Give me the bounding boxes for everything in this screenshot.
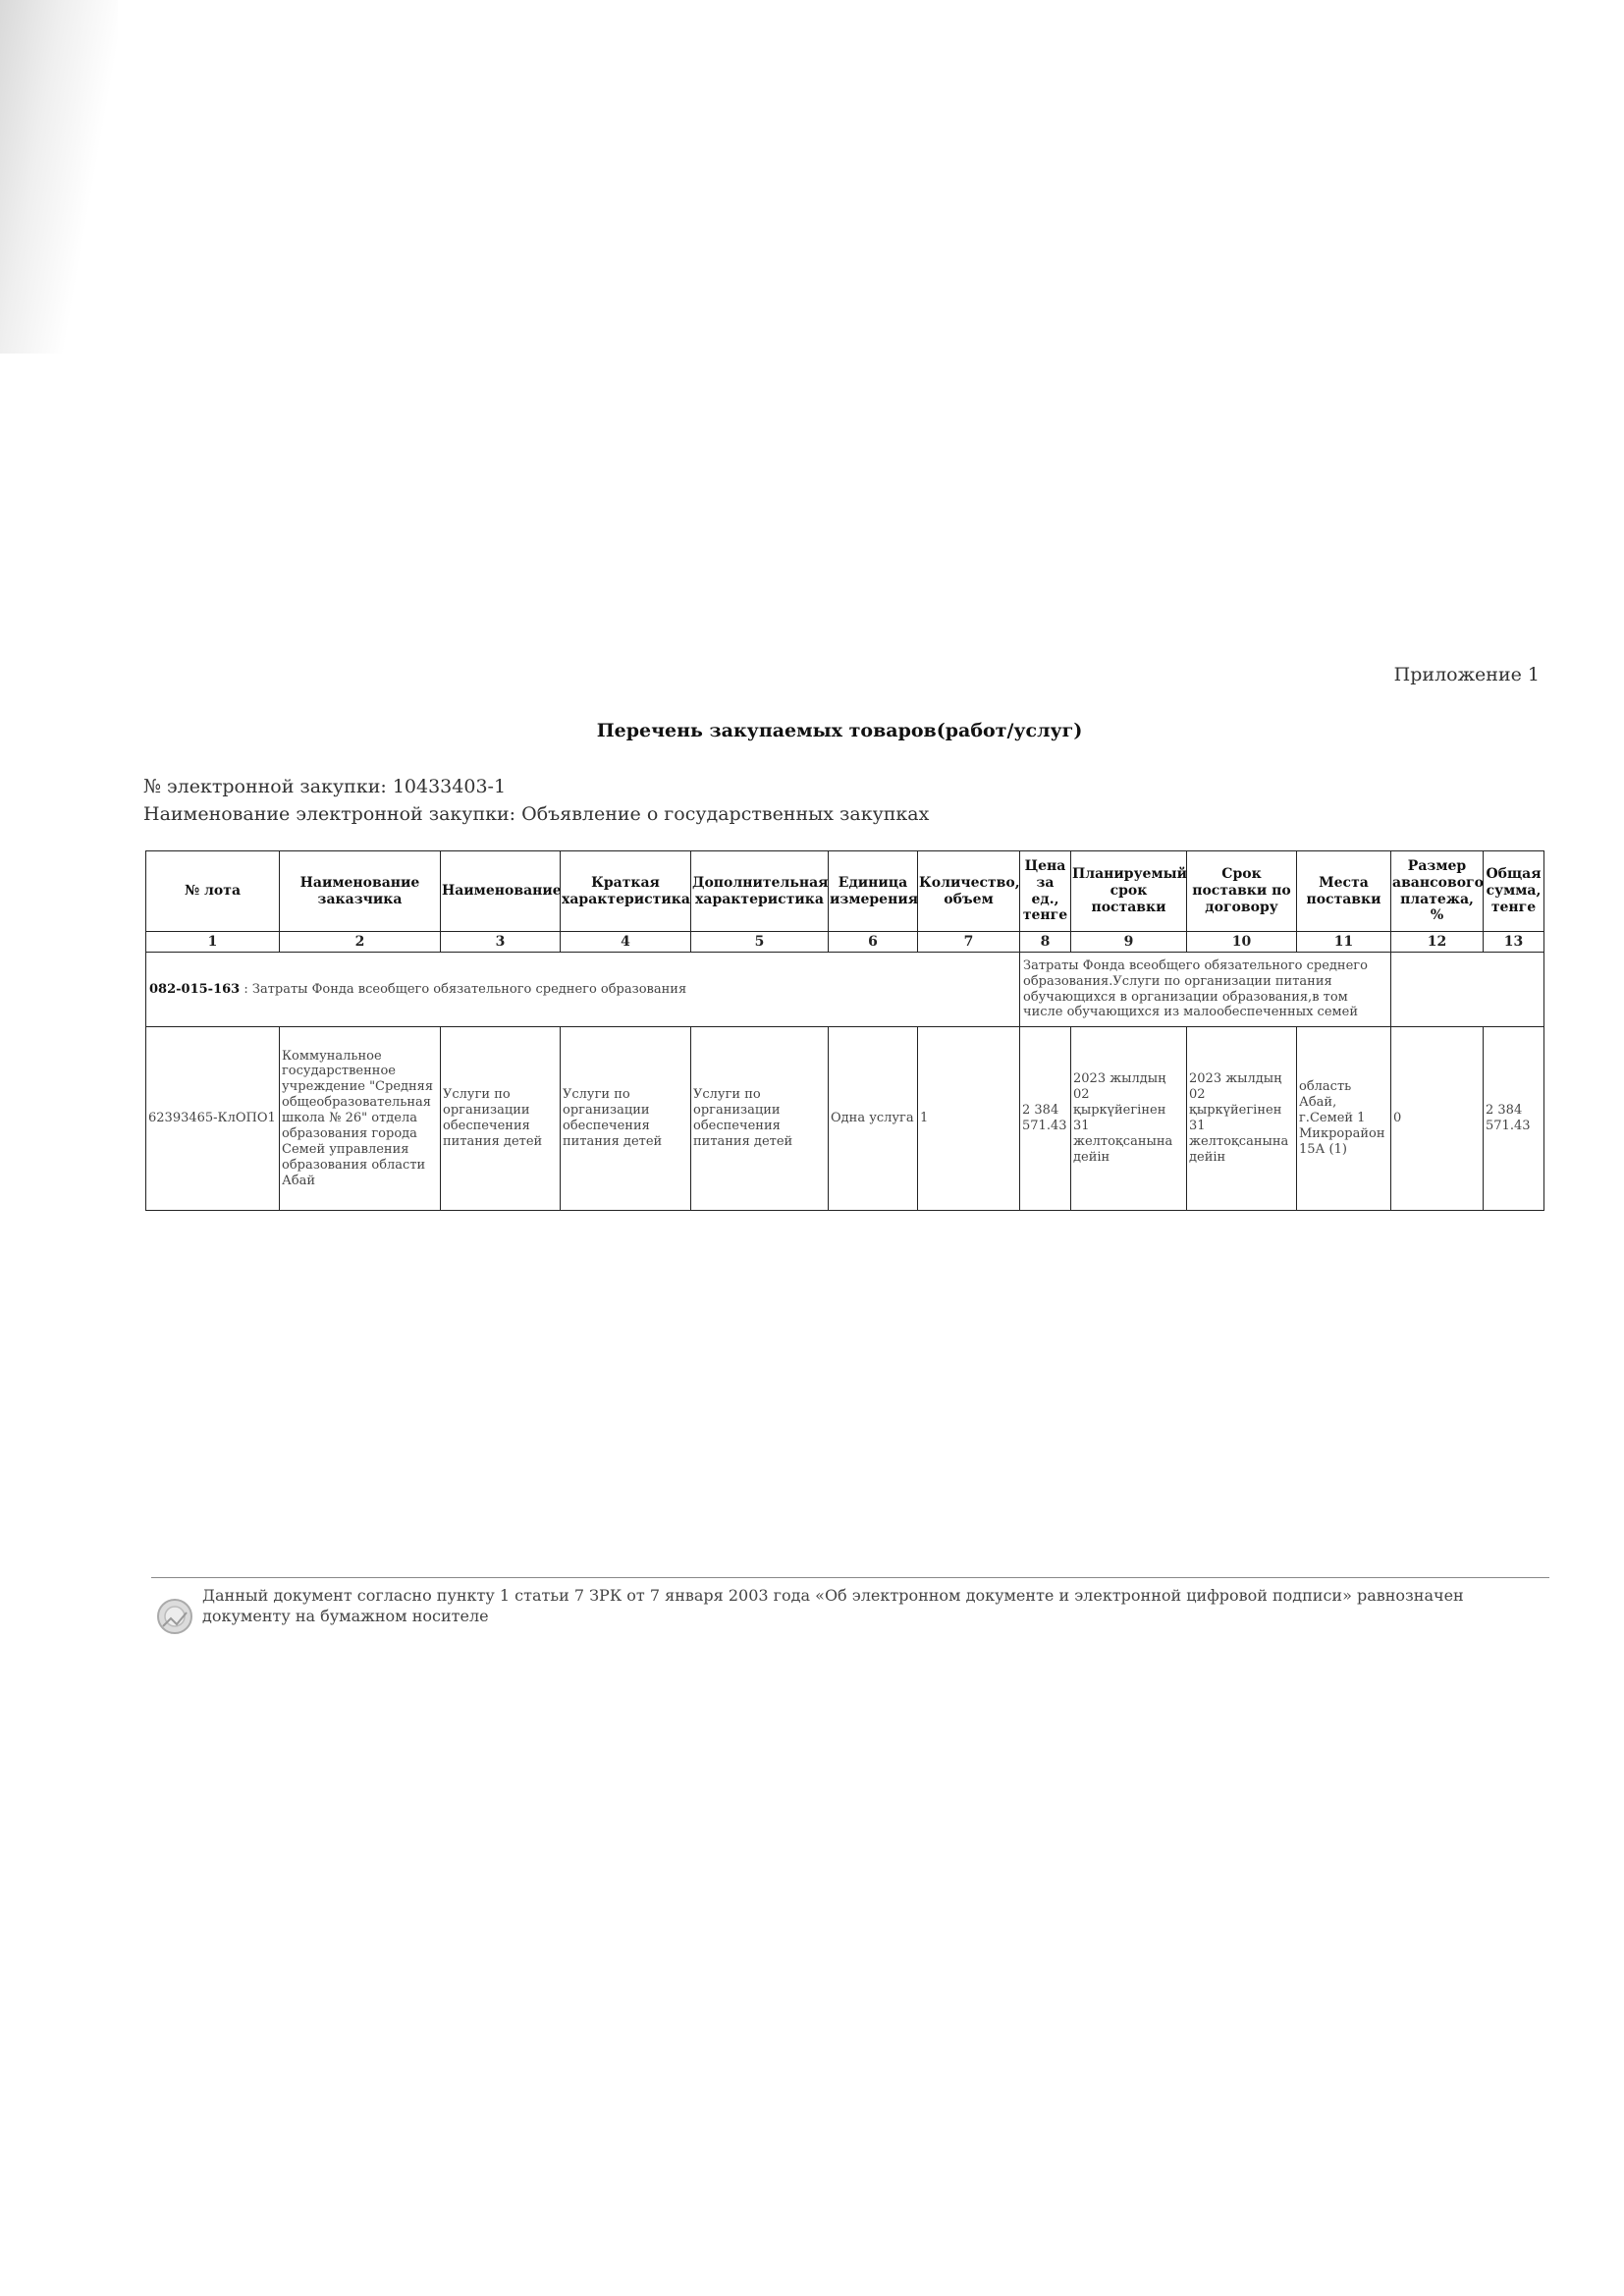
procurement-name: Наименование электронной закупки: Объявление о государственных закупках: [143, 803, 930, 825]
header-lot-number: № лота: [146, 851, 280, 932]
lot-customer: Коммунальное государственное учреждение "Средняя общеобразовательная школа № 26" отдела образования города Семей управления образования области Абай: [280, 1027, 441, 1211]
header-delivery-place: Места поставки: [1297, 851, 1391, 932]
column-number: 4: [561, 932, 691, 953]
column-number: 5: [691, 932, 829, 953]
budget-program-code: 082-015-163: [149, 981, 241, 997]
column-number: 3: [441, 932, 561, 953]
appendix-label: Приложение 1: [1393, 664, 1540, 685]
lot-delivery-place: область Абай, г.Семей 1 Микрорайон 15А (1): [1297, 1027, 1391, 1211]
column-number: 11: [1297, 932, 1391, 953]
lot-additional-description: Услуги по организации обеспечения питания детей: [691, 1027, 829, 1211]
lot-advance-payment: 0: [1391, 1027, 1484, 1211]
column-number-row: [146, 932, 1544, 953]
header-planned-delivery: Планируемый срок поставки: [1071, 851, 1187, 932]
header-contract-delivery: Срок поставки по договору: [1187, 851, 1297, 932]
scan-shadow: [0, 0, 118, 354]
lot-contract-delivery: 2023 жылдың 02 қыркүйегінен 31 желтоқсанына дейін: [1187, 1027, 1297, 1211]
lots-table: [145, 850, 1544, 1211]
footer-divider: [151, 1577, 1549, 1578]
budget-group-row: [146, 953, 1544, 1027]
lot-short-description: Услуги по организации обеспечения питания детей: [561, 1027, 691, 1211]
procurement-number: № электронной закупки: 10433403-1: [143, 776, 507, 797]
header-quantity: Количество, объем: [918, 851, 1020, 932]
lot-number: 62393465-КлОПО1: [146, 1027, 280, 1211]
column-number: 12: [1391, 932, 1484, 953]
header-additional-description: Дополнительная характеристика: [691, 851, 829, 932]
lot-planned-delivery: 2023 жылдың 02 қыркүйегінен 31 желтоқсанына дейін: [1071, 1027, 1187, 1211]
header-customer: Наименование заказчика: [280, 851, 441, 932]
table-row: [146, 1027, 1544, 1211]
column-number: 6: [829, 932, 918, 953]
digital-signature-seal-icon: [155, 1597, 194, 1636]
budget-group-title: [146, 953, 1020, 1027]
header-name: Наименование: [441, 851, 561, 932]
column-number: 9: [1071, 932, 1187, 953]
column-number: 8: [1020, 932, 1071, 953]
header-unit-price: Цена за ед., тенге: [1020, 851, 1071, 932]
header-unit: Единица измерения: [829, 851, 918, 932]
column-number: 13: [1484, 932, 1544, 953]
budget-group-empty: [1391, 953, 1544, 1027]
budget-program-name: : Затраты Фонда всеобщего обязательного среднего образования: [240, 981, 687, 997]
header-advance-payment: Размер авансового платежа, %: [1391, 851, 1484, 932]
lot-total-sum: 2 384 571.43: [1484, 1027, 1544, 1211]
column-number: 7: [918, 932, 1020, 953]
column-number: 2: [280, 932, 441, 953]
column-number: 10: [1187, 932, 1297, 953]
header-row: [146, 851, 1544, 932]
header-total-sum: Общая сумма, тенге: [1484, 851, 1544, 932]
lot-name: Услуги по организации обеспечения питания детей: [441, 1027, 561, 1211]
lot-unit: Одна услуга: [829, 1027, 918, 1211]
document-title: Перечень закупаемых товаров(работ/услуг): [596, 720, 1083, 741]
header-short-description: Краткая характеристика: [561, 851, 691, 932]
legal-footer-note: Данный документ согласно пункту 1 статьи 7 ЗРК от 7 января 2003 года «Об электронном документе и электронной цифровой подписи» равнозначен документу на бумажном носителе: [202, 1586, 1464, 1625]
budget-group-description: Затраты Фонда всеобщего обязательного среднего образования.Услуги по организации питания обучающихся в организации образования,в том числе обучающихся из малообеспеченных семей: [1020, 953, 1391, 1027]
lot-quantity: 1: [918, 1027, 1020, 1211]
column-number: 1: [146, 932, 280, 953]
lot-unit-price: 2 384 571.43: [1020, 1027, 1071, 1211]
